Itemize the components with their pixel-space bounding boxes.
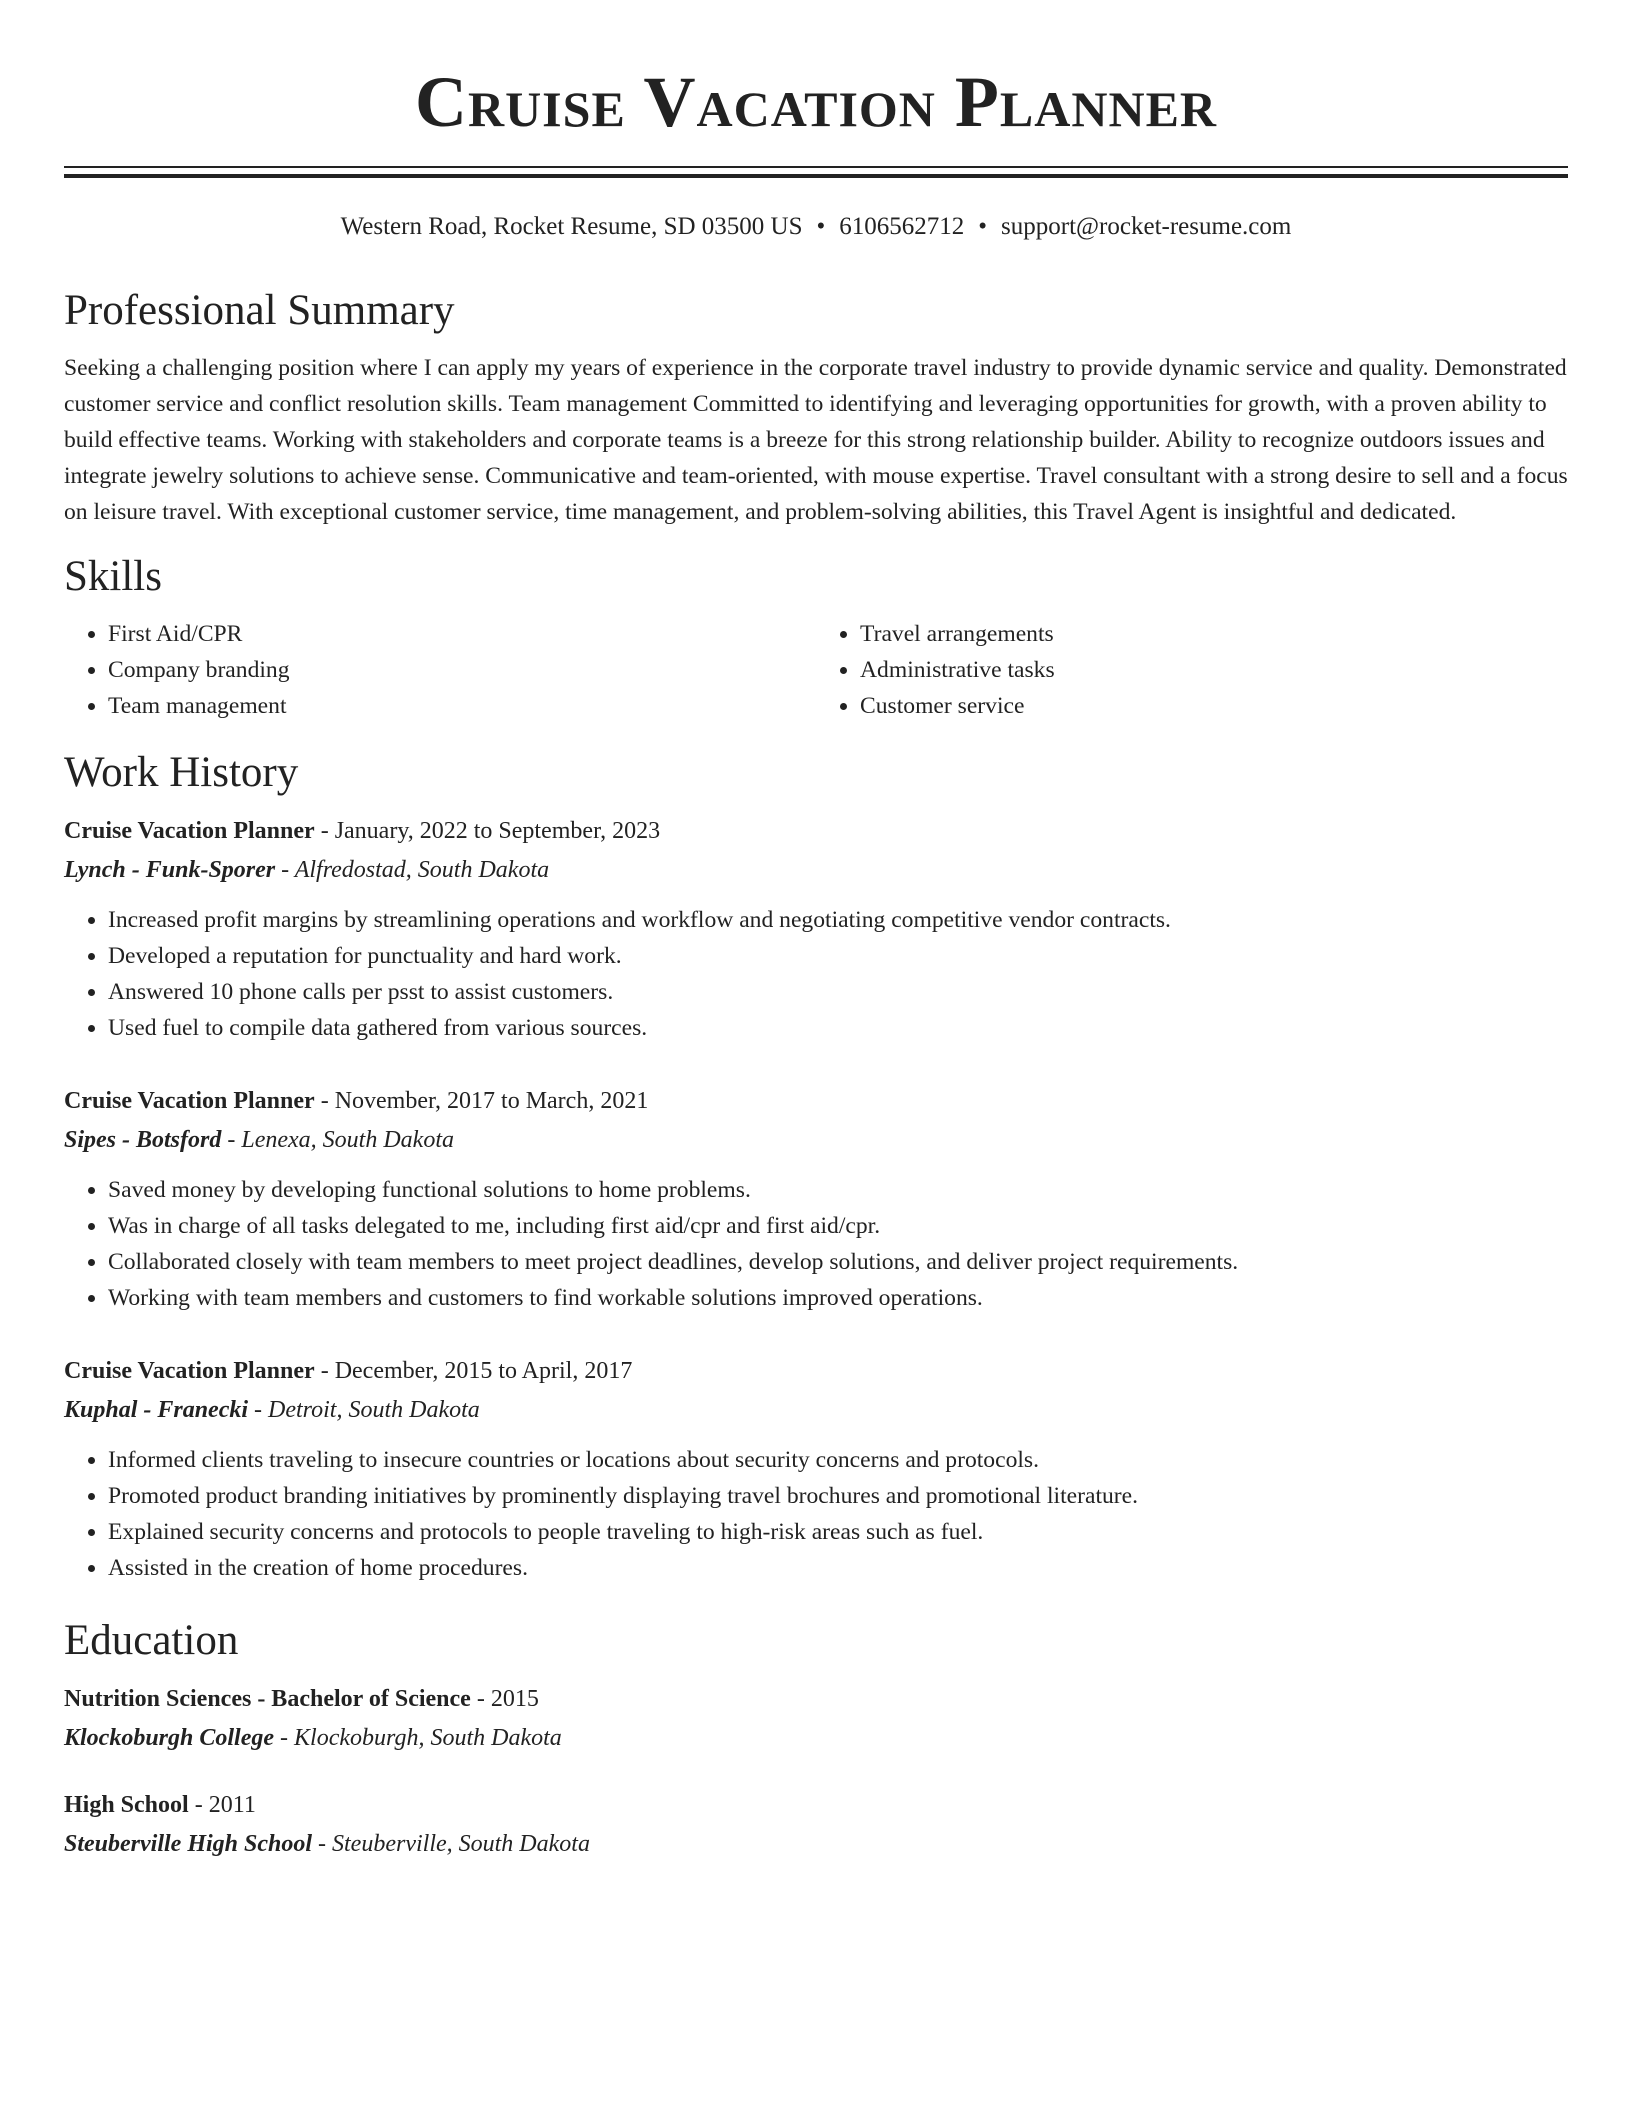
- skills-list: [64, 616, 1568, 724]
- education-entry: [64, 1680, 1568, 1758]
- education-location: Steuberville, South Dakota: [332, 1831, 590, 1857]
- contact-line: [64, 210, 1568, 244]
- skill-item: • Team management: [108, 688, 816, 724]
- job-bullet: • Used fuel to compile data gathered from various sources.: [108, 1010, 1568, 1046]
- skills-column-right: [816, 616, 1568, 724]
- education-location: Klockoburgh, South Dakota: [294, 1725, 562, 1751]
- job-title: Cruise Vacation Planner: [64, 818, 315, 844]
- job-bullets: [64, 1172, 1568, 1316]
- job-bullet: • Developed a reputation for punctuality and hard work.: [108, 938, 1568, 974]
- job-company: Kuphal - Franecki: [64, 1397, 249, 1423]
- contact-separator: •: [816, 213, 826, 240]
- education-degree: Nutrition Sciences - Bachelor of Science: [64, 1686, 471, 1712]
- job-title-line: Cruise Vacation Planner - November, 2017 to March, 2021: [64, 1088, 649, 1114]
- work-history-heading: Work History: [64, 749, 299, 796]
- job-location: Lenexa, South Dakota: [241, 1127, 454, 1153]
- job-company-line: Kuphal - Franecki - Detroit, South Dakota: [64, 1397, 480, 1423]
- summary-heading: Professional Summary: [64, 287, 455, 334]
- education-year: 2015: [490, 1686, 539, 1712]
- job-dates: January, 2022 to September, 2023: [334, 818, 661, 844]
- contact-separator: •: [978, 213, 988, 240]
- job-title-line: Cruise Vacation Planner - January, 2022 to September, 2023: [64, 818, 661, 844]
- job-bullet: • Promoted product branding initiatives by prominently displaying travel brochures and promotional literature.: [108, 1478, 1568, 1514]
- education-heading: Education: [64, 1617, 239, 1664]
- skills-column-left: [64, 616, 816, 724]
- job-company-line: Sipes - Botsford - Lenexa, South Dakota: [64, 1127, 454, 1153]
- resume-name: Cruise Vacation Planner: [414, 62, 1218, 142]
- job-bullet: • Increased profit margins by streamlining operations and workflow and negotiating competitive vendor contracts.: [108, 902, 1568, 938]
- job-entry: [64, 812, 1568, 1046]
- job-company-line: Lynch - Funk-Sporer - Alfredostad, South Dakota: [64, 857, 550, 883]
- education-entry: [64, 1786, 1568, 1864]
- job-company: Sipes - Botsford: [64, 1127, 222, 1153]
- job-title: Cruise Vacation Planner: [64, 1358, 315, 1384]
- education-degree-line: High School - 2011: [64, 1792, 256, 1818]
- job-bullet: • Was in charge of all tasks delegated to me, including first aid/cpr and first aid/cpr.: [108, 1208, 1568, 1244]
- education-school: Klockoburgh College: [64, 1725, 275, 1751]
- job-bullet: • Collaborated closely with team members to meet project deadlines, develop solutions, and deliver project requirements.: [108, 1244, 1568, 1280]
- skill-item: • Company branding: [108, 652, 816, 688]
- header-divider-bottom: [64, 174, 1568, 178]
- skill-item: • Administrative tasks: [860, 652, 1568, 688]
- job-title: Cruise Vacation Planner: [64, 1088, 315, 1114]
- header-divider-top: [64, 166, 1568, 168]
- skills-heading: Skills: [64, 553, 162, 600]
- job-bullet: • Explained security concerns and protocols to people traveling to high-risk areas such as fuel.: [108, 1514, 1568, 1550]
- job-title-line: Cruise Vacation Planner - December, 2015 to April, 2017: [64, 1358, 633, 1384]
- skill-item: • Customer service: [860, 688, 1568, 724]
- job-bullets: [64, 902, 1568, 1046]
- job-company: Lynch - Funk-Sporer: [64, 857, 276, 883]
- skill-item: • Travel arrangements: [860, 616, 1568, 652]
- job-bullet: • Answered 10 phone calls per psst to assist customers.: [108, 974, 1568, 1010]
- contact-address: Western Road, Rocket Resume, SD 03500 US: [340, 213, 803, 240]
- skill-item: • First Aid/CPR: [108, 616, 816, 652]
- summary-text: Seeking a challenging position where I can apply my years of experience in the corporate travel industry to provide dynamic service and quality. Demonstrated customer service and conflict resolution skills. Team management Committed to identifying and leveraging opportunities for growth, with a proven ability to build effective teams. Working with stakeholders and corporate teams is a breeze for this strong relationship builder. Ability to recognize outdoors issues and integrate jewelry solutions to achieve sense. Communicative and team-oriented, with mouse expertise. Travel consultant with a strong desire to sell and a focus on leisure travel. With exceptional customer service, time management, and problem-solving abilities, this Travel Agent is insightful and dedicated.: [64, 355, 1568, 525]
- job-location: Alfredostad, South Dakota: [294, 857, 550, 883]
- job-dates: November, 2017 to March, 2021: [334, 1088, 649, 1114]
- job-entry: [64, 1082, 1568, 1316]
- education-degree: High School: [64, 1792, 189, 1818]
- contact-phone: 6106562712: [839, 213, 965, 240]
- education-school-line: Steuberville High School - Steuberville, South Dakota: [64, 1831, 590, 1857]
- job-bullet: • Assisted in the creation of home procedures.: [108, 1550, 1568, 1586]
- job-bullet: • Working with team members and customers to find workable solutions improved operations.: [108, 1280, 1568, 1316]
- education-degree-line: Nutrition Sciences - Bachelor of Science - 2015: [64, 1686, 539, 1712]
- education-year: 2011: [208, 1792, 256, 1818]
- education-school-line: Klockoburgh College - Klockoburgh, South Dakota: [64, 1725, 562, 1751]
- job-location: Detroit, South Dakota: [268, 1397, 480, 1423]
- education-school: Steuberville High School: [64, 1831, 313, 1857]
- job-bullets: [64, 1442, 1568, 1586]
- contact-email: support@rocket-resume.com: [1001, 213, 1292, 240]
- job-bullet: • Informed clients traveling to insecure countries or locations about security concerns and protocols.: [108, 1442, 1568, 1478]
- job-bullet: • Saved money by developing functional solutions to home problems.: [108, 1172, 1568, 1208]
- job-dates: December, 2015 to April, 2017: [334, 1358, 633, 1384]
- job-entry: [64, 1352, 1568, 1586]
